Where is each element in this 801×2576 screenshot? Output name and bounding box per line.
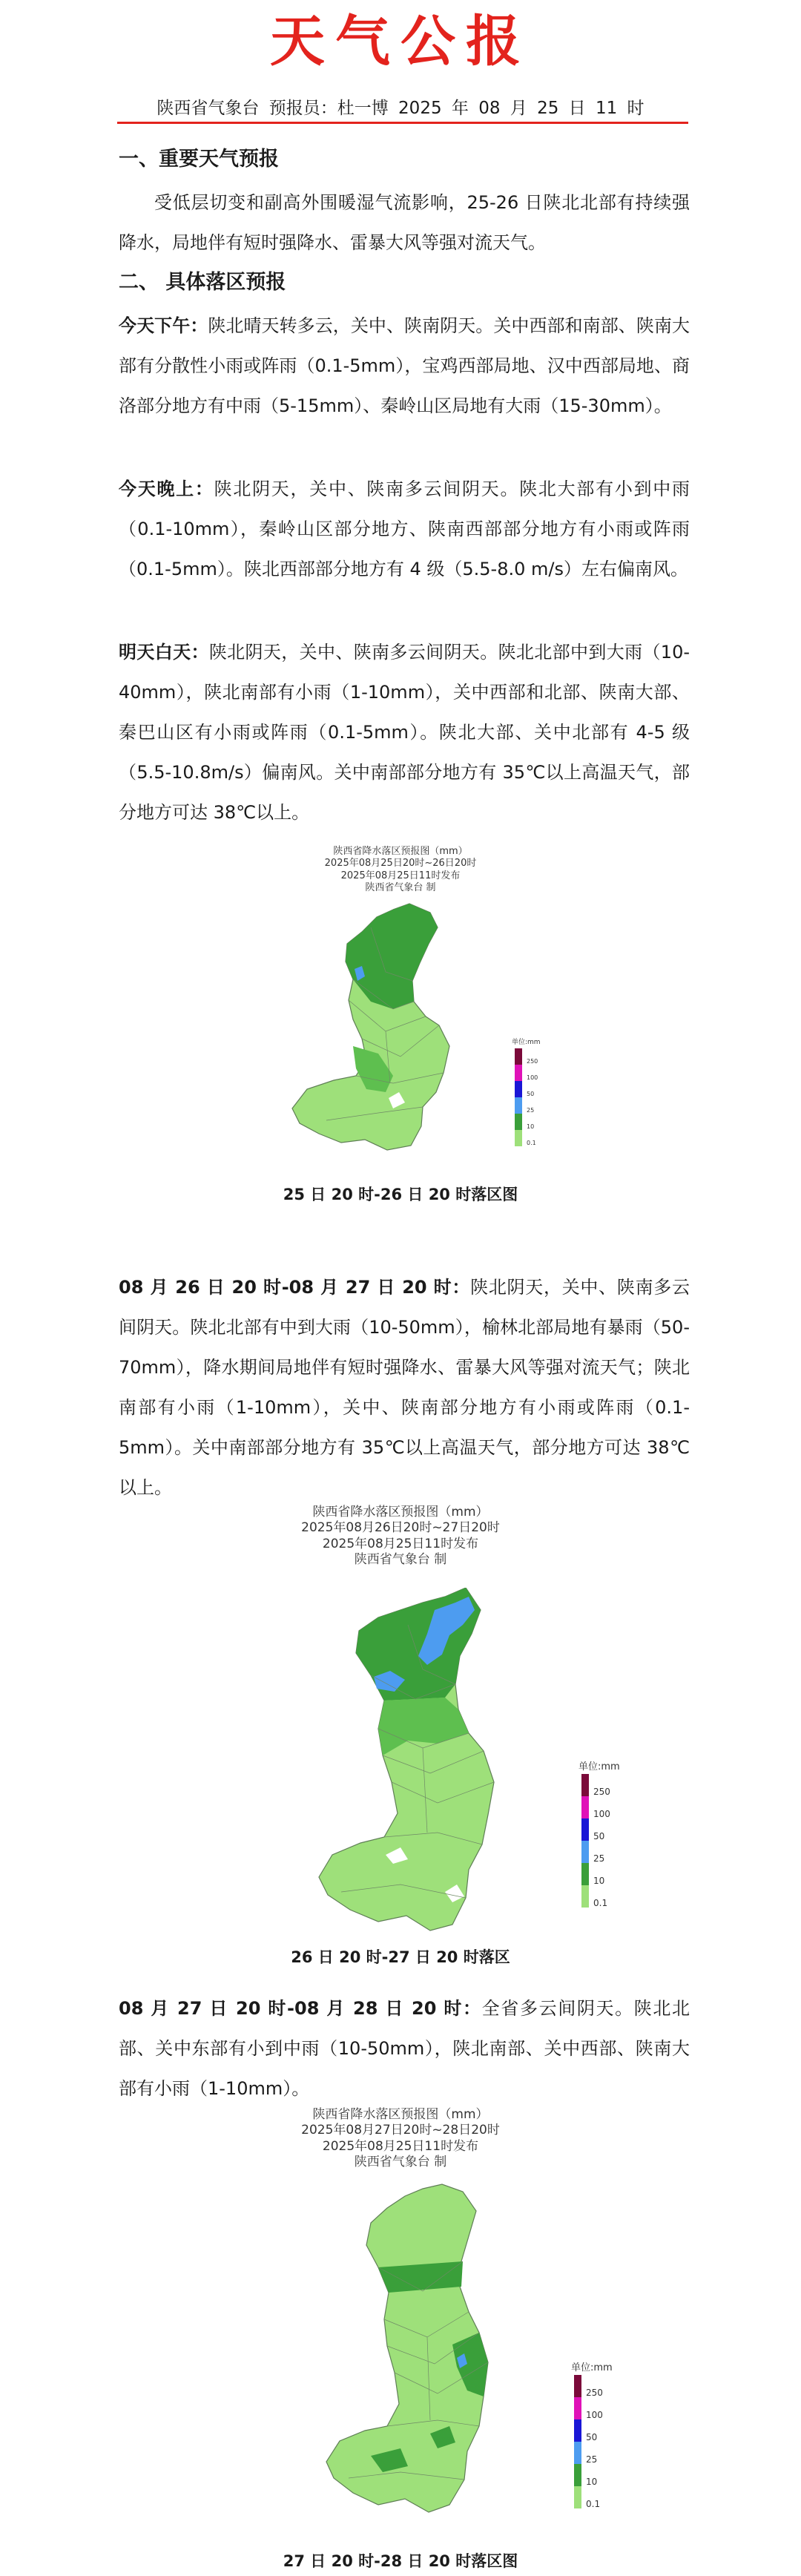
today-afternoon-label: 今天下午： — [119, 315, 208, 336]
period3-text: 全省多云间阴天。陕北北部、关中东部有小到中雨（10-50mm），陕北南部、关中西部、陕南大部有小雨（1-10mm）。 — [119, 1998, 690, 2099]
legend-swatch-2 — [515, 1081, 522, 1097]
period2-label: 08 月 26 日 20 时-08 月 27 日 20 时： — [119, 1277, 471, 1298]
legend-swatch-3 — [574, 2442, 581, 2464]
tomorrow-paragraph — [119, 632, 690, 832]
map1-maker: 陕西省气象台 制 — [365, 881, 436, 893]
period3-paragraph — [119, 1988, 690, 2109]
map2-title: 陕西省降水落区预报图（mm） — [312, 1505, 489, 1519]
map1-caption: 25 日 20 时-26 日 20 时落区图 — [283, 1186, 518, 1203]
legend-swatch-4 — [581, 1863, 589, 1885]
map3-header — [0, 2107, 801, 2170]
map3-precip-map — [304, 2181, 541, 2552]
legend-swatch-0 — [581, 1774, 589, 1796]
map1-title: 陕西省降水落区预报图（mm） — [333, 846, 468, 857]
period2-paragraph — [119, 1267, 690, 1508]
legend-swatch-1 — [581, 1796, 589, 1818]
legend-swatch-1 — [574, 2397, 581, 2419]
map2-header — [0, 1505, 801, 1568]
tonight-label: 今天晚上： — [119, 479, 214, 499]
map1-legend — [512, 1036, 556, 1154]
legend-swatch-0 — [574, 2375, 581, 2397]
legend-value-0: 250 — [586, 2388, 603, 2398]
map1-header — [0, 846, 801, 894]
legend-swatch-2 — [574, 2419, 581, 2442]
map3-period: 2025年08月27日20时~28日20时 — [301, 2123, 500, 2138]
legend-value-5: 0.1 — [527, 1140, 536, 1146]
legend-swatch-3 — [515, 1097, 522, 1114]
map3-caption: 27 日 20 时-28 日 20 时落区图 — [283, 2552, 518, 2570]
legend-value-2: 50 — [593, 1831, 605, 1841]
legend-value-0: 250 — [593, 1787, 610, 1797]
section2-heading: 二、 具体落区预报 — [119, 271, 286, 294]
legend-unit: 单位:mm — [578, 1761, 620, 1772]
today-afternoon-paragraph — [119, 306, 690, 426]
legend-value-3: 25 — [527, 1107, 535, 1114]
legend-value-2: 50 — [586, 2432, 598, 2442]
agency-name: 陕西省气象台 — [156, 99, 260, 118]
map2-issued: 2025年08月25日11时发布 — [322, 1536, 479, 1551]
legend-value-5: 0.1 — [593, 1898, 608, 1908]
legend-swatch-4 — [574, 2464, 581, 2486]
map3-title: 陕西省降水落区预报图（mm） — [312, 2107, 489, 2122]
map1-precip-map — [282, 898, 549, 1165]
map1-period: 2025年08月25日20时~26日20时 — [324, 858, 477, 870]
legend-value-0: 250 — [527, 1058, 538, 1065]
map2-precip-map — [297, 1588, 541, 1959]
bulletin-title: 天气公报 — [270, 10, 531, 73]
section1-heading: 一、重要天气预报 — [119, 148, 279, 171]
legend-swatch-5 — [515, 1130, 522, 1146]
legend-swatch-5 — [581, 1885, 589, 1908]
legend-unit: 单位:mm — [512, 1039, 541, 1046]
legend-value-1: 100 — [593, 1809, 610, 1819]
legend-value-4: 10 — [593, 1876, 605, 1886]
map2-caption: 26 日 20 时-27 日 20 时落区 — [291, 1948, 510, 1966]
section1-text: 受低层切变和副高外围暖湿气流影响，25-26 日陕北北部有持续强降水，局地伴有短时强降水、雷暴大风等强对流天气。 — [119, 192, 690, 253]
tomorrow-text: 陕北阴天，关中、陕南多云间阴天。陕北北部中到大雨（10-40mm），陕北南部有小雨（1-10mm），关中西部和北部、陕南大部、秦巴山区有小雨或阵雨（0.1-5mm）。陕北大部、关中北部有 4-5 级（5.5-10.8m/s）偏南风。关中南部部分地方有 35℃以上高温天气，部分地方可达 38℃以上。 — [119, 642, 690, 823]
tonight-paragraph — [119, 469, 690, 589]
legend-swatch-1 — [515, 1065, 522, 1081]
tomorrow-label: 明天白天： — [119, 642, 209, 663]
header-divider — [117, 122, 688, 124]
legend-value-4: 10 — [586, 2477, 598, 2487]
map3-maker: 陕西省气象台 制 — [354, 2154, 447, 2169]
forecaster: 预报员：杜一博 — [268, 99, 389, 118]
map2-legend — [578, 1758, 638, 1922]
legend-value-5: 0.1 — [586, 2499, 601, 2509]
legend-value-2: 50 — [527, 1091, 535, 1097]
legend-value-1: 100 — [527, 1074, 538, 1081]
tonight-text: 陕北阴天，关中、陕南多云间阴天。陕北大部有小到中雨（0.1-10mm），秦岭山区部分地方、陕南西部部分地方有小雨或阵雨（0.1-5mm）。陕北西部部分地方有 4 级（5.5-8.0 m/s）左右偏南风。 — [119, 479, 690, 579]
period2-text: 陕北阴天，关中、陕南多云间阴天。陕北北部有中到大雨（10-50mm），榆林北部局地有暴雨（50-70mm），降水期间局地伴有短时强降水、雷暴大风等强对流天气；陕北南部有小雨（1-10mm），关中、陕南部分地方有小雨或阵雨（0.1-5mm）。关中南部部分地方有 35℃以上高温天气，部分地方可达 38℃以上。 — [119, 1277, 690, 1498]
legend-unit: 单位:mm — [571, 2362, 613, 2373]
today-afternoon-text: 陕北晴天转多云，关中、陕南阴天。关中西部和南部、陕南大部有分散性小雨或阵雨（0.1-5mm），宝鸡西部局地、汉中西部局地、商洛部分地方有中雨（5-15mm）、秦岭山区局地有大雨（15-30mm）。 — [119, 315, 690, 416]
legend-swatch-2 — [581, 1818, 589, 1841]
legend-swatch-3 — [581, 1841, 589, 1863]
map2-period: 2025年08月26日20时~27日20时 — [301, 1520, 500, 1536]
legend-swatch-4 — [515, 1114, 522, 1130]
legend-value-4: 10 — [527, 1123, 535, 1130]
legend-value-3: 25 — [586, 2454, 598, 2465]
map1-issued: 2025年08月25日11时发布 — [340, 870, 461, 881]
legend-swatch-5 — [574, 2486, 581, 2508]
period3-label: 08 月 27 日 20 时-08 月 28 日 20 时： — [119, 1998, 482, 2019]
map3-legend — [571, 2359, 630, 2523]
map2-maker: 陕西省气象台 制 — [354, 1551, 447, 1567]
legend-value-3: 25 — [593, 1853, 605, 1864]
map3-issued: 2025年08月25日11时发布 — [322, 2138, 479, 2154]
legend-swatch-0 — [515, 1048, 522, 1065]
issue-info — [0, 96, 801, 120]
issue-time: 2025 年 08 月 25 日 11 时 — [398, 99, 645, 118]
legend-value-1: 100 — [586, 2410, 603, 2420]
